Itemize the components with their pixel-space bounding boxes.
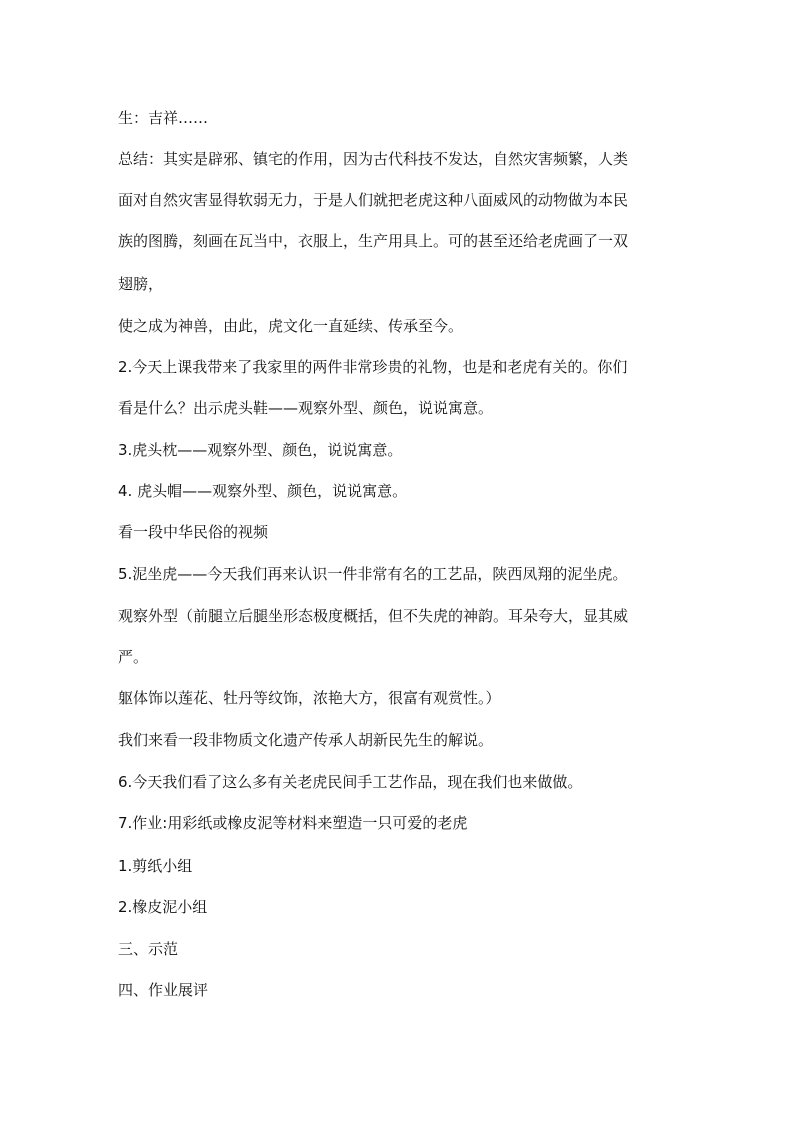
text-line-11: 看一段中华民俗的视频 (118, 523, 269, 541)
text-line-12: 5.泥坐虎——今天我们再来认识一件非常有名的工艺品，陕西凤翔的泥坐虎。 (118, 565, 628, 583)
text-line-22: 四、作业展评 (118, 981, 209, 999)
text-line-1: 生：吉祥…… (118, 109, 209, 127)
text-line-7: 2.今天上课我带来了我家里的两件非常珍贵的礼物，也是和老虎有关的。你们 (118, 358, 628, 376)
text-line-15: 躯体饰以莲花、牡丹等纹饰，浓艳大方，很富有观赏性。） (118, 689, 501, 707)
text-line-6: 使之成为神兽，由此，虎文化一直延续、传承至今。 (118, 317, 464, 335)
text-line-20: 2.橡皮泥小组 (118, 898, 208, 916)
text-line-3: 面对自然灾害显得软弱无力，于是人们就把老虎这种八面威风的动物做为本民 (118, 191, 629, 209)
text-line-16: 我们来看一段非物质文化遗产传承人胡新民先生的解说。 (118, 731, 494, 749)
text-line-21: 三、示范 (118, 940, 179, 958)
text-line-5: 翅膀， (118, 275, 164, 293)
text-line-8: 看是什么？出示虎头鞋——观察外型、颜色，说说寓意。 (118, 399, 494, 417)
text-line-2: 总结：其实是辟邪、镇宅的作用，因为古代科技不发达，自然灾害频繁，人类 (118, 150, 629, 168)
text-line-13: 观察外型（前腿立后腿坐形态极度概括，但不失虎的神韵。耳朵夸大，显其威 (118, 607, 629, 625)
text-line-18: 7.作业:用彩纸或橡皮泥等材料来塑造一只可爱的老虎 (118, 814, 468, 832)
text-line-17: 6.今天我们看了这么多有关老虎民间手工艺作品，现在我们也来做做。 (118, 773, 583, 791)
text-line-10: 4. 虎头帽——观察外型、颜色，说说寓意。 (118, 482, 408, 500)
text-line-14: 严。 (118, 648, 149, 666)
text-line-19: 1.剪纸小组 (118, 857, 193, 875)
text-line-9: 3.虎头枕——观察外型、颜色，说说寓意。 (118, 441, 403, 459)
text-line-4: 族的图腾，刻画在瓦当中，衣服上，生产用具上。可的甚至还给老虎画了一双 (118, 232, 629, 250)
